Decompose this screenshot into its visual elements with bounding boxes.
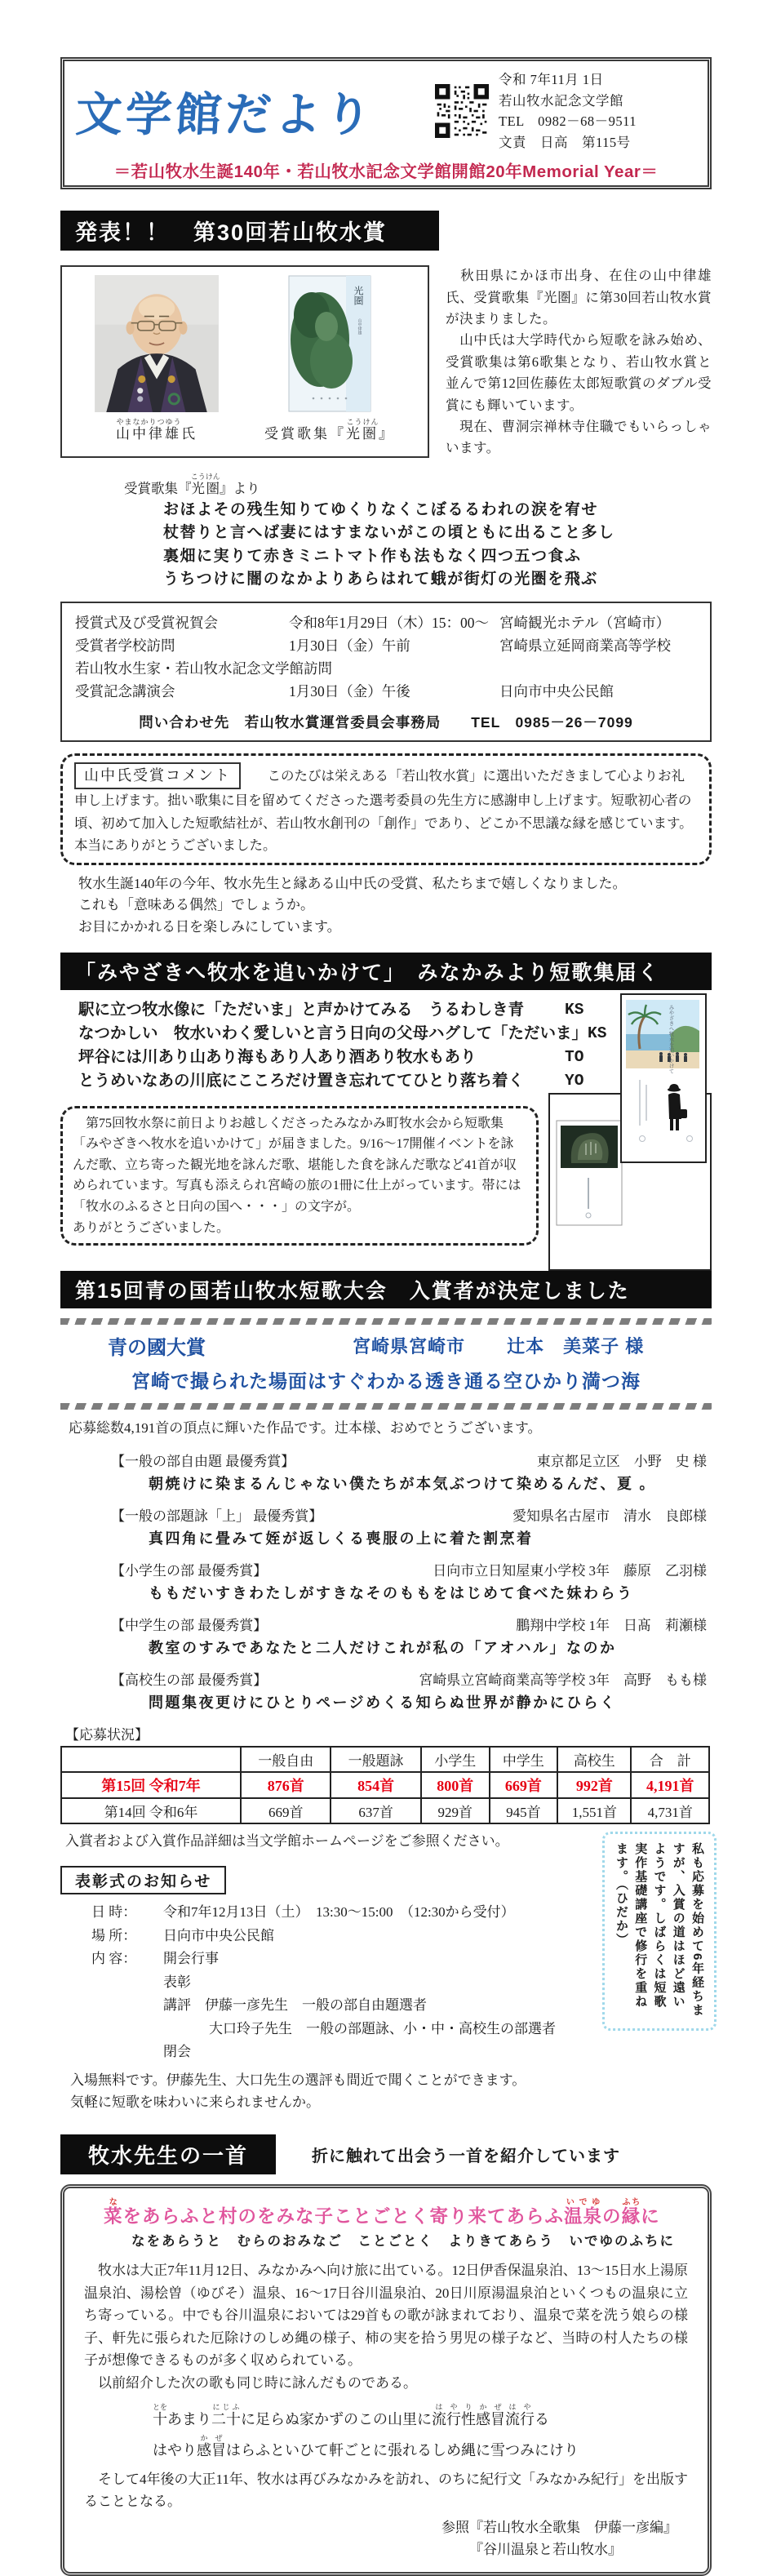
section-banner-contest: 第15回青の国若山牧水短歌大会 入賞者が決定しました (60, 1271, 712, 1308)
section-banner-minakami: 「みやざきへ牧水を追いかけて」 みなかみより短歌集届く (60, 953, 712, 990)
references (441, 2516, 688, 2560)
entry-status-table (60, 1746, 710, 1824)
header-cell: 高校生 (557, 1747, 631, 1772)
header-cell: 小学生 (421, 1747, 490, 1772)
reference-line: 参照『若山牧水全歌集 伊藤一彦編』 (441, 2519, 677, 2535)
schedule-label: 授賞式及び受賞祝賀会 (75, 614, 218, 631)
tanka-text: なつかしい 牧水いわく愛しいと言う日向の父母ハグして「ただいま」 (78, 1024, 588, 1042)
schedule-row (75, 680, 697, 703)
winner-category: 【中学生の部 最優秀賞】 (111, 1618, 268, 1634)
comment-text: このたびは栄えある「若山牧水賞」に選出いただきまして心よりお礼申し上げます。拙い歌集に目を留めてくださった選考委員の先生方に感謝申し上げます。短歌初心者の頃、初めて加入した短歌結社が、若山牧水創刊の「創作」であり、どこか不思議な縁を感じています。本当にありがとうございました。 (74, 767, 693, 853)
qr-code-icon (435, 84, 489, 138)
row-label: 第15回 令和7年 (61, 1772, 241, 1798)
award-paragraph: 現在、曹洞宗禅林寺住職でもいらっしゃいます。 (446, 418, 712, 456)
issue-number: 文責 日高 第115号 (499, 134, 631, 150)
grand-prize-label: 青の國大賞 (108, 1337, 206, 1360)
schedule-where: 日向市中央公民館 (499, 682, 614, 700)
table-header-row (61, 1747, 709, 1772)
tanka-book-cover (620, 993, 707, 1163)
featured-tanka: 菜なをあらふと村のをみな子ことごとく寄り来てあらふ温泉いでゆの縁ふちに (104, 2198, 660, 2227)
poems-intro: 受賞歌集『光圏こうけん』より (124, 472, 260, 496)
winner-name: 宮崎県立宮崎商業高等学校 3年 高野 もも様 (419, 1672, 707, 1689)
ceremony-note: 入場無料です。伊藤先生、大口先生の選評も間近で聞くことができます。 (70, 2072, 526, 2088)
schedule-label: 若山牧水生家・若山牧水記念文学館訪問 (75, 660, 332, 677)
schedule-where: 宮崎県立延岡商業高等学校 (499, 637, 671, 654)
ceremony-value: 開会行事 (163, 1951, 219, 1967)
quoted-poem: 十とをあまり二十にじふに足らぬ家かずのこの山里に流行性感冒はやりかぜ流行はやる (153, 2402, 549, 2427)
ceremony-field: 内 容： (91, 1951, 137, 1967)
award-article-text (446, 265, 712, 460)
grand-prize-row (108, 1331, 712, 1360)
hatched-divider (60, 1403, 712, 1410)
masthead (60, 57, 712, 189)
winner-block (60, 1668, 712, 1712)
laureate-portrait-photo (95, 275, 219, 412)
table-row-previous-year (61, 1798, 709, 1823)
table-row-current-year (61, 1772, 709, 1798)
cell: 1,551首 (557, 1798, 631, 1823)
book-cover-author-text: 山中律雄 (357, 318, 362, 335)
cell: 669首 (241, 1798, 331, 1823)
quoted-poem: はやり感冒かぜはらふといひて軒ごとに張れるしめ縄に雪つみにけり (153, 2433, 579, 2458)
winner-category: 【小学生の部 最優秀賞】 (111, 1563, 268, 1579)
tanka-text: 駅に立つ牧水像に「ただいま」と声かけてみる うるわしき青 (78, 1001, 525, 1019)
memorial-year-line: ＝若山牧水生誕140年・若山牧水記念文学館開館20年Memorial Year＝ (113, 162, 659, 182)
grand-prize-poem: 宮崎で撮られた場面はすぐわかる透き通る空ひかり満つ海 (131, 1370, 641, 1392)
hitokubi-subtitle: 折に触れて出会う一首を紹介しています (312, 2147, 621, 2166)
ceremony-schedule-box (60, 602, 712, 742)
ceremony-note: 気軽に短歌を味わいに来られませんか。 (70, 2094, 320, 2111)
masthead-info (499, 69, 696, 153)
note-paragraph: ありがとうございました。 (73, 1220, 230, 1235)
award-ceremony-notice (60, 1842, 712, 2113)
closing-paragraph: そして4年後の大正11年、牧水は再びみなかみを訪れ、のちに紀行文「みなかみ紀行」を出版することとなる。 (84, 2471, 688, 2510)
award-poem: おほよその残生知りてゆくりなくこぼるるわれの涙を宥せ (163, 500, 599, 518)
award-photo-box (60, 265, 429, 458)
reference-line: 『谷川温泉と若山牧水』 (469, 2541, 622, 2557)
issue-date: 令和 7年11月 1日 (499, 72, 604, 87)
ceremony-value: 大口玲子先生 一般の部題詠、小・中・高校生の部選者 (209, 2020, 556, 2036)
winner-poem: 問題集夜更けにひとりページめくる知らぬ世界が静かにひらく (149, 1694, 617, 1712)
header-cell (61, 1747, 241, 1772)
winner-poem: 真四角に畳みて姪が返しくる喪服の上に着た割烹着 (149, 1530, 534, 1548)
winner-name: 鵬翔中学校 1年 日髙 莉瀬様 (516, 1618, 707, 1634)
winner-category: 【一般の部題詠「上」 最優秀賞】 (111, 1508, 323, 1525)
hitokubi-box (60, 2184, 712, 2576)
winner-name: 東京都足立区 小野 史 様 (536, 1454, 707, 1470)
winner-block (60, 1614, 712, 1658)
schedule-when: 令和8年1月29日（木）15：00～ (289, 614, 489, 631)
grand-prize-name: 辻本 美菜子 様 (507, 1336, 645, 1357)
schedule-row (75, 634, 697, 657)
schedule-label: 受賞者学校訪問 (75, 637, 175, 654)
winner-category: 【高校生の部 最優秀賞】 (111, 1672, 268, 1689)
tanka-book-cover-image (622, 995, 703, 1160)
schedule-when: 1月30日（金）午前 (289, 637, 410, 654)
note-paragraph: 第75回牧水祭に前日よりお越しくださったみなかみ町牧水会から短歌集「みやざきへ牧水を追いかけて」が届きました。9/16～17開催イベントを詠んだ歌、立ち寄った観光地を詠んだ歌、堪能した食を詠んだ歌など41首が収められています。写真も添えられ宮崎の旅の1冊に仕上がっています。帯には「牧水のふるさと日向の国へ・・・」の文字が。 (73, 1116, 521, 1214)
ceremony-value: 令和7年12月13日（土） 13:30～15:00 （12:30から受付） (163, 1904, 515, 1921)
cell: 854首 (331, 1772, 420, 1798)
cell: 800首 (421, 1772, 490, 1798)
contact-line: 問い合わせ先 若山牧水賞運営委員会事務局 TEL 0985－26－7099 (139, 713, 633, 731)
winner-poem: 教室のすみであなたと二人だけこれが私の「アオハル」なのか (149, 1640, 617, 1657)
tanka-text: とうめいなあの川底にこころだけ置き忘れててひとり落ち着く (78, 1071, 525, 1090)
cell: 4,191首 (631, 1772, 709, 1798)
minakami-note-box (60, 1106, 539, 1246)
schedule-row (75, 657, 697, 680)
tanka-row (78, 1069, 601, 1093)
cell: 637首 (331, 1798, 420, 1823)
winners-list (60, 1450, 712, 1712)
hitokubi-body (84, 2259, 688, 2394)
cell: 992首 (557, 1772, 631, 1798)
tanka-row (78, 1022, 607, 1046)
cell: 945首 (490, 1798, 558, 1823)
award-poem: 杖替りと言へば妻にはすまないがこの頃ともに出ること多し (163, 524, 615, 542)
afterword-line: お目にかかれる日を楽しみにしています。 (78, 918, 341, 935)
header-cell: 中学生 (490, 1747, 558, 1772)
winner-block (60, 1504, 712, 1548)
monument-photo-card (557, 1121, 622, 1225)
table-note: 入賞者および入賞作品詳細は当文学館ホームページをご参照ください。 (65, 1833, 509, 1850)
afterword-line: これも「意味ある偶然」でしょうか。 (78, 897, 314, 913)
minakami-tanka-list (78, 998, 607, 1092)
grand-prize-place: 宮崎県宮崎市 (353, 1336, 466, 1357)
row-label: 第14回 令和6年 (61, 1798, 241, 1823)
editor-afterword (78, 873, 712, 938)
winner-category: 【一般の部自由題 最優秀賞】 (111, 1454, 295, 1470)
winner-poem: 朝焼けに染まるんじゃない僕たちが本気ぶつけて染めるんだ、夏 。 (149, 1476, 656, 1493)
award-paragraph: 秋田県にかほ市出身、在住の山中律雄氏、受賞歌集『光圏』に第30回若山牧水賞が決まりました。 (446, 268, 712, 327)
header-cell: 一般題詠 (331, 1747, 420, 1772)
header-cell: 一般自由 (241, 1747, 331, 1772)
newsletter-title: 文学館だより (74, 90, 376, 142)
afterword-line: 牧水生誕140年の今年、牧水先生と縁ある山中氏の受賞、私たちまで嬉しくなりました。 (78, 876, 627, 892)
cell: 4,731首 (631, 1798, 709, 1823)
tanka-reading: なをあらうと むらのおみなご ことごとく よりきてあらう いでゆのふちに (131, 2234, 675, 2250)
monument-photo (557, 1121, 622, 1225)
ceremony-value: 日向市中央公民館 (163, 1927, 274, 1943)
cell: 876首 (241, 1772, 331, 1798)
award-poem-list (163, 499, 712, 592)
laureate-comment-box (60, 753, 712, 865)
tanka-text: 坪谷には川あり山あり海もあり人あり酒あり牧水もあり (78, 1047, 477, 1066)
comment-label: 山中氏受賞コメント (74, 762, 241, 790)
tanka-row (78, 1046, 601, 1069)
quoted-poems (153, 2403, 688, 2465)
hatched-divider (60, 1318, 712, 1325)
schedule-row (75, 611, 697, 634)
editor-margin-note: 私も応募を始めて6年経ちますが、入賞の道はほど遠いようです。しばらくは短歌実作基礎講座で修行を重ねます。（ひだか） (602, 1832, 717, 2031)
award-poem: うちつけに闇のなかよりあらはれて蛾が街灯の光圏を飛ぶ (163, 571, 598, 588)
award-book-cover-image (289, 275, 370, 412)
ceremony-value: 表彰 (163, 1974, 191, 1990)
cell: 929首 (421, 1798, 490, 1823)
tanka-book-title-text: みやざきへ牧水を追いかけて (668, 1005, 674, 1074)
award-poem: 裏畑に実りて赤きミニトマト作も法もなく四つ五つ食ふ (163, 547, 582, 565)
tanka-author: YO (565, 1071, 584, 1090)
award-book-caption: 受賞歌集『光圏こうけん』 (264, 418, 395, 442)
section-banner-bokusui-award: 発表！！ 第30回若山牧水賞 (60, 211, 439, 251)
tanka-author: KS (565, 1001, 584, 1019)
schedule-label: 受賞記念講演会 (75, 682, 175, 700)
ceremony-field: 場 所： (91, 1927, 137, 1943)
header-cell: 合 計 (631, 1747, 709, 1772)
congratulations-line: 応募総数4,191首の頂点に輝いた作品です。辻本様、おめでとうございます。 (69, 1420, 542, 1437)
tel-line: TEL 0982－68－9511 (499, 113, 637, 130)
ceremony-field: 日 時： (91, 1904, 137, 1921)
organization-name: 若山牧水記念文学館 (499, 92, 623, 109)
ceremony-value: 閉会 (163, 2044, 191, 2060)
cell: 669首 (490, 1772, 558, 1798)
schedule-when: 1月30日（金）午後 (289, 682, 410, 700)
tanka-row (78, 998, 601, 1022)
winner-block (60, 1559, 712, 1603)
schedule-where: 宮崎観光ホテル（宮崎市） (499, 614, 671, 631)
winner-name: 愛知県名古屋市 清水 良郎様 (512, 1508, 707, 1525)
ceremony-value: 講評 伊藤一彦先生 一般の部自由題選者 (163, 1997, 427, 2014)
body-paragraph: 以前紹介した次の歌も同じ時に詠んだものである。 (84, 2375, 417, 2391)
ceremony-notice-label: 表彰式のお知らせ (60, 1866, 226, 1894)
winner-name: 日向市立日知屋東小学校 3年 藤原 乙羽様 (433, 1563, 707, 1579)
tanka-author: TO (565, 1047, 584, 1066)
tanka-author: KS (588, 1024, 607, 1042)
book-cover-title-text: 光圏 (353, 286, 364, 306)
entry-status-label: 【応募状況】 (65, 1727, 149, 1743)
section-banner-hitokubi: 牧水先生の一首 (60, 2134, 276, 2174)
body-paragraph: 牧水は大正7年11月12日、みなかみへ向け旅に出ている。12日伊香保温泉泊、13～15日水上湯原温泉泊、湯桧曽（ゆびそ）温泉、16～17日谷川温泉泊、20日川原湯温泉泊といくつもの温泉に立ち寄っている。中でも谷川温泉においては29首もの歌が詠まれており、温泉で菜を洗う娘らの様子、軒先に張られた厄除けのしめ縄の様子、柿の実を拾う男児の様子など、当時の村人たちの様子が想像できるものが多く収められている。 (84, 2263, 688, 2369)
laureate-name-caption: 山やま中なか律りつ雄ゆう氏 (116, 418, 197, 442)
winner-poem: ももだいすきわたしがすきなそのももをはじめて食べた妹わらう (149, 1585, 634, 1602)
award-paragraph: 山中氏は大学時代から短歌を詠み始め、受賞歌集は第6歌集となり、若山牧水賞と並んで第12回佐藤佐太郎短歌賞のダブル受賞にも輝いています。 (446, 332, 712, 413)
winner-block (60, 1450, 712, 1494)
